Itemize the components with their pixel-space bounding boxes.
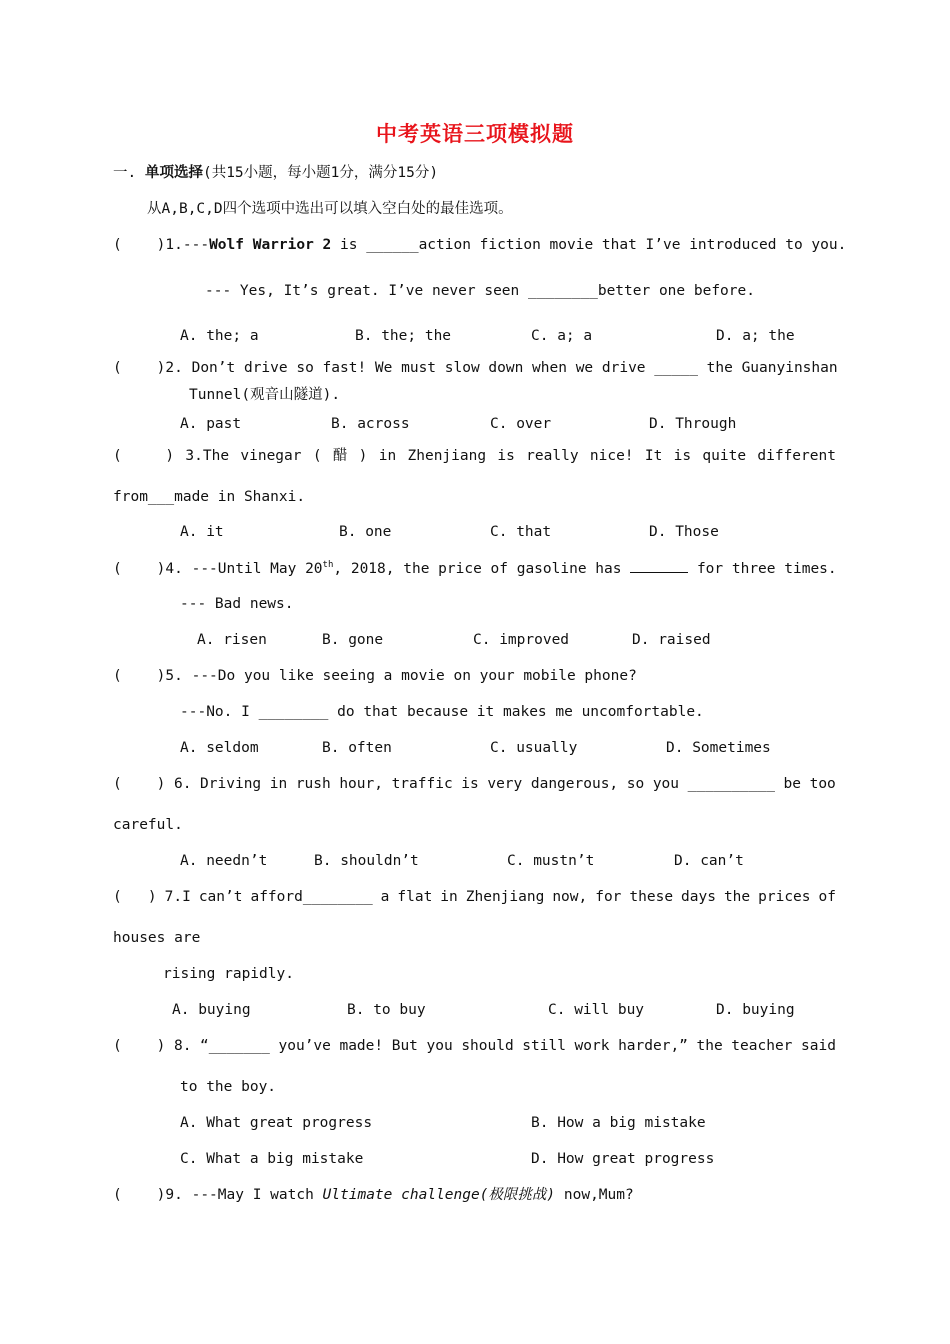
option-a: A. past	[180, 416, 242, 432]
question-3	[113, 446, 836, 466]
option-d: D. can’t	[674, 853, 744, 869]
answer-paren: ( )	[113, 237, 166, 253]
word: said	[801, 1038, 836, 1054]
word: you	[652, 776, 680, 792]
question-4-reply: --- Bad news.	[180, 596, 294, 612]
option-b: B. gone	[322, 632, 384, 648]
section-instruction: 从A,B,C,D四个选项中选出可以填入空白处的最佳选项。	[147, 201, 513, 217]
word: made!	[339, 1038, 384, 1054]
option-a: A. buying	[172, 1002, 251, 1018]
question-5-reply: ---No. I ________ do that because it makes me uncomfortable.	[180, 704, 704, 720]
question-number: 1.	[165, 237, 183, 253]
answer-paren: ( )	[113, 776, 166, 792]
word: is	[461, 776, 479, 792]
answer-paren: ( )	[113, 448, 175, 464]
option-b: B. to buy	[347, 1002, 426, 1018]
word: for	[595, 889, 622, 905]
word: rush	[295, 776, 331, 792]
option-c: C. improved	[473, 632, 570, 648]
question-8	[113, 1036, 836, 1056]
question-2	[113, 358, 838, 378]
option-d: D. raised	[632, 632, 711, 648]
word: 醋	[332, 448, 348, 464]
movie-title: Wolf Warrior 2	[209, 237, 332, 253]
question-6	[113, 774, 836, 794]
option-a: A. seldom	[180, 740, 259, 756]
word: in	[440, 889, 458, 905]
question-1	[113, 235, 846, 255]
question-text: ---Until May 20	[191, 561, 323, 577]
question-text: , 2018, the price of gasoline has	[333, 561, 622, 577]
word: flat	[397, 889, 433, 905]
question-1-reply: --- Yes, It’s great. I’ve never seen ________better one before.	[205, 283, 755, 299]
word: afford________	[250, 889, 373, 905]
question-7-cont: rising rapidly.	[163, 966, 294, 982]
option-a: A. What great progress	[180, 1115, 373, 1131]
word: prices	[758, 889, 811, 905]
option-a: A. the; a	[180, 328, 259, 344]
word: 7.I	[164, 889, 191, 905]
option-a: A. risen	[197, 632, 267, 648]
option-d: D. Through	[649, 416, 737, 432]
question-text: Don’t drive so fast! We must slow down when we drive _____ the Guanyinshan	[191, 360, 838, 376]
question-text: ---May I watch	[191, 1187, 323, 1203]
word: of	[818, 889, 836, 905]
question-5	[113, 666, 637, 686]
option-d: D. a; the	[716, 328, 795, 344]
word: in	[378, 448, 397, 464]
question-2-cont: Tunnel(观音山隧道).	[189, 387, 341, 403]
option-c: C. What a big mistake	[180, 1151, 364, 1167]
question-7	[113, 887, 836, 907]
word: is	[673, 448, 692, 464]
word: work	[574, 1038, 610, 1054]
word: is	[497, 448, 515, 464]
question-text: ---	[182, 237, 210, 253]
word: (	[312, 448, 322, 464]
question-text: is ______action fiction movie that I’ve introduced to you.	[331, 237, 847, 253]
word: still	[522, 1038, 566, 1054]
page-title: 中考英语三项模拟题	[376, 122, 574, 146]
question-text: for three times.	[696, 561, 837, 577]
word: 8.	[173, 1038, 192, 1054]
option-c: C. usually	[490, 740, 578, 756]
answer-paren: ( )	[113, 668, 166, 684]
superscript: th	[322, 560, 334, 571]
word: be	[783, 776, 801, 792]
question-text: now,Mum?	[555, 1187, 634, 1203]
word: different	[757, 448, 836, 464]
question-4	[113, 558, 837, 579]
word: a	[380, 889, 390, 905]
option-b: B. shouldn’t	[314, 853, 419, 869]
word: 3.The	[185, 448, 230, 464]
word: It	[644, 448, 663, 464]
option-b: B. one	[339, 524, 392, 540]
word: really	[526, 448, 579, 464]
word: Zhenjiang	[465, 889, 545, 905]
question-text: ---Do you like seeing a movie on your mobile phone?	[191, 668, 637, 684]
word: should	[461, 1038, 514, 1054]
word: nice!	[589, 448, 634, 464]
question-number: 2.	[165, 360, 183, 376]
option-b: B. How a big mistake	[531, 1115, 706, 1131]
answer-paren: ( )	[113, 1187, 166, 1203]
word: days	[681, 889, 716, 905]
word: traffic	[391, 776, 453, 792]
answer-blank	[630, 558, 688, 573]
word: the	[723, 889, 751, 905]
option-c: C. mustn’t	[507, 853, 595, 869]
answer-paren: ( )	[113, 360, 166, 376]
word: can’t	[198, 889, 243, 905]
word: you	[426, 1038, 453, 1054]
word: now,	[552, 889, 588, 905]
word: )	[358, 448, 368, 464]
option-b: B. often	[322, 740, 392, 756]
show-title: Ultimate challenge(极限挑战)	[322, 1187, 556, 1203]
word: these	[629, 889, 674, 905]
word: very	[487, 776, 523, 792]
option-d: D. How great progress	[531, 1151, 715, 1167]
section-number: 一.	[113, 165, 137, 181]
answer-paren: ( )	[113, 561, 166, 577]
option-a: A. needn’t	[180, 853, 268, 869]
option-b: B. the; the	[355, 328, 452, 344]
word: quite	[702, 448, 747, 464]
word: harder,”	[618, 1038, 688, 1054]
word: Driving	[200, 776, 262, 792]
word: hour,	[339, 776, 383, 792]
word: you’ve	[278, 1038, 331, 1054]
word: so	[626, 776, 645, 792]
question-9	[113, 1185, 634, 1205]
section-heading	[113, 163, 438, 183]
question-3-cont: from___made in Shanxi.	[113, 489, 306, 505]
word: __________	[687, 776, 775, 792]
option-d: D. Sometimes	[666, 740, 771, 756]
option-d: D. Those	[649, 524, 719, 540]
question-6-cont: careful.	[113, 817, 183, 833]
word: too	[809, 776, 836, 792]
answer-paren: ( )	[113, 1038, 166, 1054]
option-c: C. over	[490, 416, 552, 432]
question-number: 9.	[165, 1187, 183, 1203]
option-c: C. will buy	[548, 1002, 645, 1018]
word: vinegar	[240, 448, 302, 464]
section-name: 单项选择	[144, 165, 203, 181]
option-c: C. a; a	[531, 328, 593, 344]
word: 6.	[173, 776, 192, 792]
option-a: A. it	[180, 524, 224, 540]
answer-paren: ( )	[113, 889, 157, 905]
question-number: 5.	[165, 668, 183, 684]
question-7-cont: houses are	[113, 930, 201, 946]
word: “_______	[200, 1038, 270, 1054]
word: But	[391, 1038, 418, 1054]
word: the	[696, 1038, 723, 1054]
word: teacher	[731, 1038, 793, 1054]
option-d: D. buying	[716, 1002, 795, 1018]
word: Zhenjiang	[407, 448, 487, 464]
section-note: (共15小题，每小题1分，满分15分)	[202, 165, 439, 181]
word: dangerous,	[530, 776, 619, 792]
word: in	[269, 776, 288, 792]
option-b: B. across	[331, 416, 410, 432]
question-number: 4.	[165, 561, 183, 577]
option-c: C. that	[490, 524, 552, 540]
question-8-cont: to the boy.	[180, 1079, 277, 1095]
